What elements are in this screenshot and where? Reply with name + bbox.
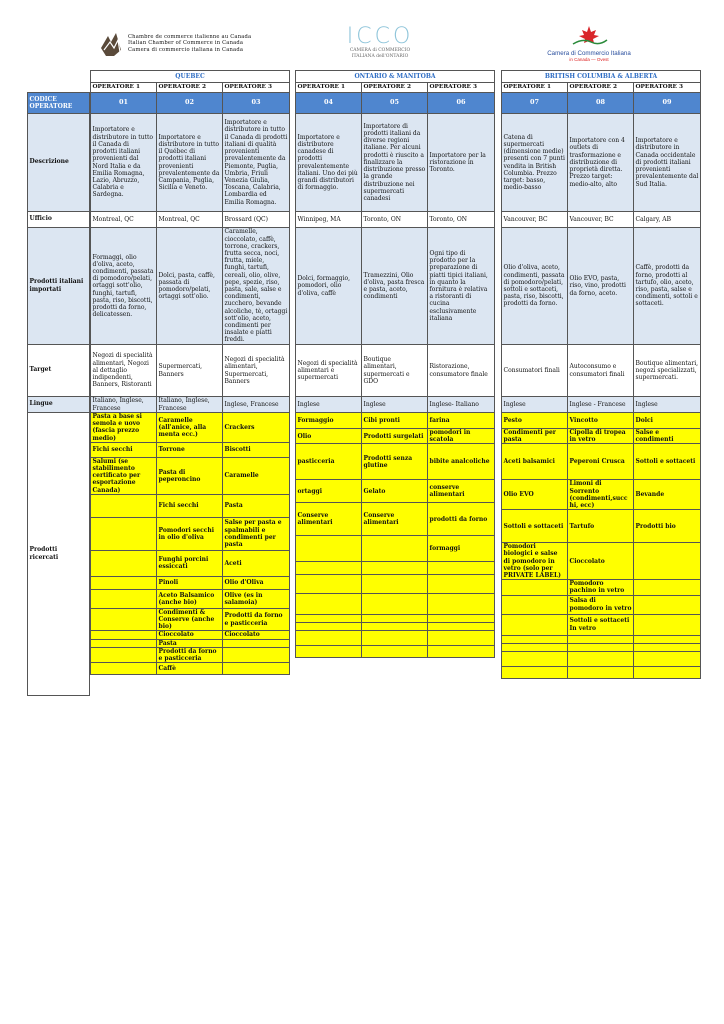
- prodotto-ricercato-cell: [296, 575, 362, 594]
- target-cell: Boutique alimentari, supermercati e GDO: [362, 345, 428, 397]
- prodotto-ricercato-cell: [362, 575, 428, 594]
- prodotto-ricercato-cell: [296, 562, 362, 575]
- operator-code: 08: [568, 93, 634, 114]
- prodotto-ricercato-cell: [91, 494, 157, 517]
- prodotto-ricercato-cell: [568, 635, 634, 643]
- prodotto-ricercato-cell: [296, 594, 362, 615]
- icco-line-1: CAMERA di COMMERCIO: [349, 48, 411, 53]
- ufficio-cell: Montreal, QC: [91, 212, 157, 228]
- prodotto-ricercato-cell: Salumi (se stabilimento certificato per esportazione Canada): [91, 457, 157, 494]
- descrizione-cell: Importatore e distributore canadese di prodotti prevalentemente italiani. Uno dei più grandi distributori di formaggio.: [296, 114, 362, 212]
- label-descrizione: Descrizione: [28, 113, 90, 211]
- section-ontario-manitoba: [295, 70, 495, 658]
- label-target: Target: [28, 344, 90, 396]
- prodotti-importati-cell: Olio d'oliva, aceto, condimenti, passata di pomodoro/pelati, sottoli e sottaceti, pasta, riso, biscotti, prodotti da forno.: [502, 228, 568, 345]
- prodotto-ricercato-cell: Caramelle (all'anice, alla menta ecc.): [157, 413, 223, 443]
- west-chamber-title: Camera di Commercio Italiana: [547, 50, 631, 57]
- prodotto-ricercato-cell: Salse e condimenti: [634, 429, 701, 444]
- prodotto-ricercato-cell: [362, 536, 428, 562]
- prodotto-ricercato-cell: farina: [428, 413, 495, 429]
- prodotto-ricercato-cell: Fichi secchi: [157, 494, 223, 517]
- operator-header: OPERATORE 1: [296, 83, 362, 93]
- prodotti-importati-cell: Dolci, formaggio, pomodori, olio d'oliva, caffè: [296, 228, 362, 345]
- prodotto-ricercato-cell: [91, 589, 157, 608]
- ccic-line-3: Camera di commercio italiana in Canada: [128, 46, 244, 53]
- ufficio-cell: Calgary, AB: [634, 212, 701, 228]
- prodotto-ricercato-cell: Gelato: [362, 480, 428, 503]
- prodotto-ricercato-cell: [91, 608, 157, 631]
- target-cell: Autoconsumo e consumatori finali: [568, 345, 634, 397]
- lingue-cell: Inglese- Italiano: [428, 397, 495, 413]
- prodotto-ricercato-cell: [362, 562, 428, 575]
- prodotto-ricercato-cell: Pomodori secchi in olio d'oliva: [157, 517, 223, 550]
- maple-leaf-flag-icon: [569, 24, 609, 46]
- prodotto-ricercato-cell: [568, 643, 634, 651]
- prodotto-ricercato-cell: [634, 666, 701, 678]
- prodotto-ricercato-cell: [502, 643, 568, 651]
- ufficio-cell: Montreal, QC: [157, 212, 223, 228]
- prodotto-ricercato-cell: Pomodoro pachino in vetro: [568, 580, 634, 595]
- prodotto-ricercato-cell: bibite analcoliche: [428, 444, 495, 480]
- prodotto-ricercato-cell: [362, 615, 428, 623]
- prodotto-ricercato-cell: Olio: [296, 429, 362, 444]
- prodotti-importati-cell: Caffè, prodotti da forno, prodotti al tartufo, olio, aceto, riso, pasta, salse e condimenti, sottoli e sottaceti.: [634, 228, 701, 345]
- lingue-cell: Inglese: [296, 397, 362, 413]
- label-prodotti-ricercati: Prodotti ricercati: [28, 412, 90, 695]
- prodotto-ricercato-cell: Formaggio: [296, 413, 362, 429]
- target-cell: Consumatori finali: [502, 345, 568, 397]
- prodotto-ricercato-cell: [91, 631, 157, 639]
- prodotto-ricercato-cell: Bevande: [634, 480, 701, 510]
- lingue-cell: Inglese: [502, 397, 568, 413]
- region-header: ONTARIO & MANITOBA: [296, 71, 495, 83]
- label-prodotti-importati: Prodotti italiani importati: [28, 227, 90, 344]
- operator-header: OPERATORE 2: [568, 83, 634, 93]
- prodotto-ricercato-cell: Sottoli e sottaceti In vetro: [568, 614, 634, 635]
- prodotto-ricercato-cell: [634, 595, 701, 614]
- prodotto-ricercato-cell: [502, 635, 568, 643]
- prodotto-ricercato-cell: Prodotti bio: [634, 510, 701, 543]
- ufficio-cell: Vancouver, BC: [568, 212, 634, 228]
- operator-header: OPERATORE 3: [428, 83, 495, 93]
- prodotto-ricercato-cell: Pasta di peperoncino: [157, 457, 223, 494]
- prodotto-ricercato-cell: Cibi pronti: [362, 413, 428, 429]
- prodotto-ricercato-cell: [296, 536, 362, 562]
- ufficio-cell: Winnipeg, MA: [296, 212, 362, 228]
- prodotto-ricercato-cell: Olio EVO: [502, 480, 568, 510]
- prodotto-ricercato-cell: Cioccolato: [223, 631, 290, 639]
- prodotto-ricercato-cell: Tartufo: [568, 510, 634, 543]
- prodotto-ricercato-cell: Cipolla di tropea in vetro: [568, 429, 634, 444]
- ufficio-cell: Brossard (QC): [223, 212, 290, 228]
- prodotto-ricercato-cell: [634, 543, 701, 580]
- prodotto-ricercato-cell: ortaggi: [296, 480, 362, 503]
- operator-header: OPERATORE 2: [362, 83, 428, 93]
- target-cell: Negozi di specialità alimentari, Negozi al dettaglio indipendenti, Banners, Ristoranti: [91, 345, 157, 397]
- ufficio-cell: Toronto, ON: [362, 212, 428, 228]
- prodotti-importati-cell: Tramezzini, Olio d'oliva, pasta fresca e pasta, aceto, condimenti: [362, 228, 428, 345]
- prodotto-ricercato-cell: Cioccolato: [157, 631, 223, 639]
- prodotto-ricercato-cell: Pasta: [157, 639, 223, 647]
- prodotti-importati-cell: Caramelle, cioccolato, caffè, torrone, crackers, frutta secca, noci, frutta, miele, funghi, tartufi, cereali, olio, olive, pepe, spezie, riso, pasta, sale, salse e condimenti, zucchero, bevande alcoliche, tè, ortaggi sott'olio, aceto, condimenti per insalate e piatti freddi.: [223, 228, 290, 345]
- prodotto-ricercato-cell: [634, 643, 701, 651]
- prodotto-ricercato-cell: [91, 647, 157, 662]
- prodotto-ricercato-cell: Cioccolato: [568, 543, 634, 580]
- lingue-cell: Italiano, Inglese, Francese: [91, 397, 157, 413]
- prodotto-ricercato-cell: [91, 639, 157, 647]
- operator-code: 07: [502, 93, 568, 114]
- prodotto-ricercato-cell: Limoni di Sorrento (condimenti,succhi, ecc): [568, 480, 634, 510]
- prodotto-ricercato-cell: prodotti da forno: [428, 503, 495, 536]
- prodotto-ricercato-cell: conserve alimentari: [428, 480, 495, 503]
- icco-wordmark: ICCO: [346, 24, 414, 49]
- ufficio-cell: Toronto, ON: [428, 212, 495, 228]
- prodotto-ricercato-cell: Sottoli e sottaceti: [634, 444, 701, 480]
- prodotto-ricercato-cell: formaggi: [428, 536, 495, 562]
- prodotto-ricercato-cell: Caffè: [157, 663, 223, 675]
- prodotti-importati-cell: Ogni tipo di prodotto per la preparazione di piatti tipici italiani, in quanto la fornitura è relativa a ristoranti di cucina esclusivamente italiana: [428, 228, 495, 345]
- prodotto-ricercato-cell: Dolci: [634, 413, 701, 429]
- prodotto-ricercato-cell: Prodotti senza glutine: [362, 444, 428, 480]
- west-chamber-subtitle: in Canada — Ovest: [569, 57, 609, 62]
- ufficio-cell: Vancouver, BC: [502, 212, 568, 228]
- prodotto-ricercato-cell: Conserve alimentari: [362, 503, 428, 536]
- lingue-cell: Italiano, Inglese, Francese: [157, 397, 223, 413]
- prodotto-ricercato-cell: Prodotti da forno e pasticceria: [223, 608, 290, 631]
- prodotto-ricercato-cell: [502, 614, 568, 635]
- label-ufficio: Ufficio: [28, 211, 90, 227]
- prodotto-ricercato-cell: Pinoli: [157, 576, 223, 589]
- prodotti-importati-cell: Formaggi, olio d'oliva, aceto, condimenti, passata di pomodoro/pelati, ortaggi sott'olio, funghi, tartufi, pasta, riso, biscotti, prodotti da forno, delicatessen.: [91, 228, 157, 345]
- operator-header: OPERATORE 2: [157, 83, 223, 93]
- prodotto-ricercato-cell: [296, 631, 362, 646]
- prodotto-ricercato-cell: Funghi porcini essiccati: [157, 550, 223, 576]
- operator-code: 05: [362, 93, 428, 114]
- lingue-cell: Inglese: [362, 397, 428, 413]
- prodotto-ricercato-cell: [428, 646, 495, 658]
- target-cell: Boutique alimentari, negozi specializzati, supermercati.: [634, 345, 701, 397]
- prodotto-ricercato-cell: [634, 614, 701, 635]
- label-codice: CODICE OPERATORE: [28, 92, 90, 113]
- prodotto-ricercato-cell: Pasta a base si semola e uovo (fascia prezzo medio): [91, 413, 157, 443]
- prodotto-ricercato-cell: [296, 623, 362, 631]
- ccic-logo: [98, 30, 258, 62]
- prodotto-ricercato-cell: [634, 651, 701, 666]
- prodotto-ricercato-cell: Caramelle: [223, 457, 290, 494]
- prodotti-importati-cell: Olio EVO, pasta, riso, vino, prodotti da forno, aceto.: [568, 228, 634, 345]
- prodotto-ricercato-cell: [362, 623, 428, 631]
- prodotto-ricercato-cell: Pesto: [502, 413, 568, 429]
- descrizione-cell: Importatore e distributore in tutto il Canada di prodotti italiani di qualità provenienti prevalentemente da Piemonte, Puglia, Umbria, Friuli Venezia Giulia, Toscana, Calabria, Lombardia ed Emilia Romagna.: [223, 114, 290, 212]
- prodotto-ricercato-cell: [223, 639, 290, 647]
- lingue-cell: Inglese: [634, 397, 701, 413]
- region-header: BRITISH COLUMBIA & ALBERTA: [502, 71, 701, 83]
- prodotto-ricercato-cell: Conserve alimentari: [296, 503, 362, 536]
- operator-code: 02: [157, 93, 223, 114]
- prodotto-ricercato-cell: [91, 550, 157, 576]
- prodotto-ricercato-cell: Crackers: [223, 413, 290, 443]
- prodotto-ricercato-cell: [502, 666, 568, 678]
- prodotto-ricercato-cell: [428, 615, 495, 623]
- operator-code: 03: [223, 93, 290, 114]
- operator-header: OPERATORE 3: [634, 83, 701, 93]
- prodotto-ricercato-cell: Peperoni Crusca: [568, 444, 634, 480]
- prodotto-ricercato-cell: [428, 623, 495, 631]
- descrizione-cell: Catena di supermercati (dimensione medie) presenti con 7 punti vendita in British Columbia. Prezzo target: basso, medio-basso: [502, 114, 568, 212]
- prodotto-ricercato-cell: Torrone: [157, 442, 223, 457]
- west-chamber-logo: [534, 24, 644, 68]
- prodotto-ricercato-cell: [91, 663, 157, 675]
- prodotto-ricercato-cell: Aceti: [223, 550, 290, 576]
- header-logos: [0, 22, 724, 68]
- prodotto-ricercato-cell: Salse per pasta e spalmabili e condimenti per pasta: [223, 517, 290, 550]
- prodotto-ricercato-cell: [91, 517, 157, 550]
- prodotto-ricercato-cell: [428, 562, 495, 575]
- prodotto-ricercato-cell: Olive (es in salamoia): [223, 589, 290, 608]
- prodotto-ricercato-cell: Vincotto: [568, 413, 634, 429]
- prodotto-ricercato-cell: [362, 594, 428, 615]
- section-quebec: [90, 70, 290, 675]
- operator-header: OPERATORE 1: [502, 83, 568, 93]
- region-header: QUEBEC: [91, 71, 290, 83]
- prodotto-ricercato-cell: Aceto Balsamico (anche bio): [157, 589, 223, 608]
- prodotto-ricercato-cell: [223, 647, 290, 662]
- descrizione-cell: Importatore con 4 outlets di trasformazione e distribuzione di proprietà diretta. Prezzo target: medio-alto, alto: [568, 114, 634, 212]
- target-cell: Supermercati, Banners: [157, 345, 223, 397]
- prodotto-ricercato-cell: [296, 615, 362, 623]
- icco-logo: [330, 26, 430, 66]
- prodotto-ricercato-cell: [428, 575, 495, 594]
- row-labels: [27, 70, 90, 696]
- descrizione-cell: Importatore e distributore in tutto il Québec di prodotti italiani provenienti prevalentemente da Campania, Puglia, Sicilia e Veneto.: [157, 114, 223, 212]
- descrizione-cell: Importatore per la ristorazione in Toronto.: [428, 114, 495, 212]
- descrizione-cell: Importatore e distributore in tutto il Canada di prodotti italiani provenienti dal Nord Italia e da Emilia Romagna, Lazio, Abruzzo, Calabria e Sardegna.: [91, 114, 157, 212]
- prodotto-ricercato-cell: pomodori in scatola: [428, 429, 495, 444]
- operator-code: 04: [296, 93, 362, 114]
- prodotto-ricercato-cell: [568, 666, 634, 678]
- prodotto-ricercato-cell: [634, 635, 701, 643]
- prodotto-ricercato-cell: Condimenti per pasta: [502, 429, 568, 444]
- prodotto-ricercato-cell: Olio d'Oliva: [223, 576, 290, 589]
- ccic-line-2: Italian Chamber of Commerce in Canada: [128, 40, 244, 47]
- prodotto-ricercato-cell: pasticceria: [296, 444, 362, 480]
- operator-code: 09: [634, 93, 701, 114]
- operator-header: OPERATORE 1: [91, 83, 157, 93]
- prodotto-ricercato-cell: Salsa di pomodoro in vetro: [568, 595, 634, 614]
- label-lingue: Lingue: [28, 396, 90, 412]
- prodotto-ricercato-cell: Biscotti: [223, 442, 290, 457]
- prodotto-ricercato-cell: [502, 595, 568, 614]
- prodotto-ricercato-cell: [91, 576, 157, 589]
- prodotto-ricercato-cell: [362, 646, 428, 658]
- prodotto-ricercato-cell: [428, 594, 495, 615]
- operator-code: 01: [91, 93, 157, 114]
- prodotto-ricercato-cell: [296, 646, 362, 658]
- prodotto-ricercato-cell: Fichi secchi: [91, 442, 157, 457]
- prodotto-ricercato-cell: Condimenti & Conserve (anche bio): [157, 608, 223, 631]
- prodotto-ricercato-cell: Prodotti surgelati: [362, 429, 428, 444]
- prodotto-ricercato-cell: [428, 631, 495, 646]
- ccic-line-1: Chambre de commerce italienne au Canada: [128, 34, 252, 40]
- descrizione-cell: Importatore e distributore in Canada occidentale di prodotti italiani provenienti prevalentemente dal Sud Italia.: [634, 114, 701, 212]
- prodotti-importati-cell: Dolci, pasta, caffè, passata di pomodoro/pelati, ortaggi sott'olio.: [157, 228, 223, 345]
- operator-header: OPERATORE 3: [223, 83, 290, 93]
- target-cell: Ristorazione, consumatore finale: [428, 345, 495, 397]
- prodotto-ricercato-cell: [502, 651, 568, 666]
- prodotto-ricercato-cell: [568, 651, 634, 666]
- prodotto-ricercato-cell: Sottoli e sottaceti: [502, 510, 568, 543]
- target-cell: Negozi di specialità alimentari e supermercati: [296, 345, 362, 397]
- prodotto-ricercato-cell: [502, 580, 568, 595]
- prodotto-ricercato-cell: Pomodori biologici e salse di pomodoro in vetro (solo per PRIVATE LABEL): [502, 543, 568, 580]
- lingue-cell: Inglese, Francese: [223, 397, 290, 413]
- icco-line-2: ITALIANA dell'ONTARIO: [351, 53, 409, 59]
- prodotto-ricercato-cell: Aceti balsamici: [502, 444, 568, 480]
- descrizione-cell: Importatore di prodotti italiani da diverse regioni italiane. Per alcuni prodotti è riuscito a finalizzare la distribuzione presso la grande distribuzione nei supermercati canadesi: [362, 114, 428, 212]
- lingue-cell: Inglese - Francese: [568, 397, 634, 413]
- prodotto-ricercato-cell: [362, 631, 428, 646]
- operator-code: 06: [428, 93, 495, 114]
- prodotto-ricercato-cell: [223, 663, 290, 675]
- target-cell: Negozi di specialità alimentari, Supermercati, Banners: [223, 345, 290, 397]
- prodotto-ricercato-cell: Pasta: [223, 494, 290, 517]
- prodotto-ricercato-cell: [634, 580, 701, 595]
- ccic-logo-mark-icon: [98, 30, 124, 60]
- section-bc-alberta: [501, 70, 701, 679]
- prodotto-ricercato-cell: Prodotti da forno e pasticceria: [157, 647, 223, 662]
